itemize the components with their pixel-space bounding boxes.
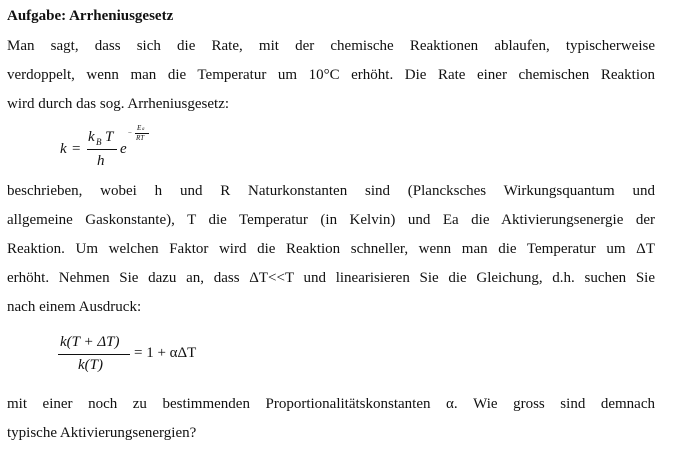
exponent-numerator-subscript: a xyxy=(142,127,145,132)
formula-equals: = xyxy=(72,141,81,157)
intro-paragraph xyxy=(7,32,655,119)
exponent-minus: − xyxy=(128,129,132,137)
ratio-denominator: k(T) xyxy=(78,357,103,373)
fraction-bar xyxy=(87,149,117,150)
exponent-denominator: RT xyxy=(136,134,145,142)
arrhenius-formula xyxy=(60,124,190,175)
text-line: Man sagt, dass sich die Rate, mit der chemische Reaktionen ablaufen, typischerweise xyxy=(7,38,655,54)
formula-lhs: k xyxy=(60,141,67,157)
ratio-rhs: = 1 + αΔT xyxy=(134,345,197,361)
text-line: Reaktion. Um welchen Faktor wird die Reaktion schneller, wenn man die Temperatur um ΔT xyxy=(7,241,655,257)
description-paragraph xyxy=(7,177,655,322)
formula-numerator-T: T xyxy=(105,129,114,145)
text-line: nach einem Ausdruck: xyxy=(7,299,142,315)
text-line: erhöht. Nehmen Sie dazu an, dass ΔT<<T und linearisieren Sie die Gleichung, d.h. suchen Sie xyxy=(7,270,655,286)
formula-numerator-subscript: B xyxy=(96,137,102,147)
formula-denominator: h xyxy=(97,153,105,169)
text-line: wird durch das sog. Arrheniusgesetz: xyxy=(7,96,230,112)
text-line: allgemeine Gaskonstante), T die Temperatur (in Kelvin) und Ea die Aktivierungsenergie der xyxy=(7,212,655,228)
text-line: typische Aktivierungsenergien? xyxy=(7,425,197,441)
text-line: mit einer noch zu bestimmenden Proportionalitätskonstanten α. Wie gross sind demnach xyxy=(7,396,655,412)
formula-numerator-k: k xyxy=(88,129,95,145)
formula-base: e xyxy=(120,141,127,157)
text-line: beschrieben, wobei h und R Naturkonstanten sind (Plancksches Wirkungsquantum und xyxy=(7,183,655,199)
ratio-formula xyxy=(58,332,258,378)
question-paragraph xyxy=(7,390,655,448)
ratio-fraction-bar xyxy=(58,354,130,355)
ratio-numerator: k(T + ΔT) xyxy=(60,334,120,350)
task-title: Aufgabe: Arrheniusgesetz xyxy=(7,8,174,24)
text-line: verdoppelt, wenn man die Temperatur um 10°C erhöht. Die Rate einer chemischen Reaktion xyxy=(7,67,655,83)
exponent-numerator: E xyxy=(137,124,142,132)
